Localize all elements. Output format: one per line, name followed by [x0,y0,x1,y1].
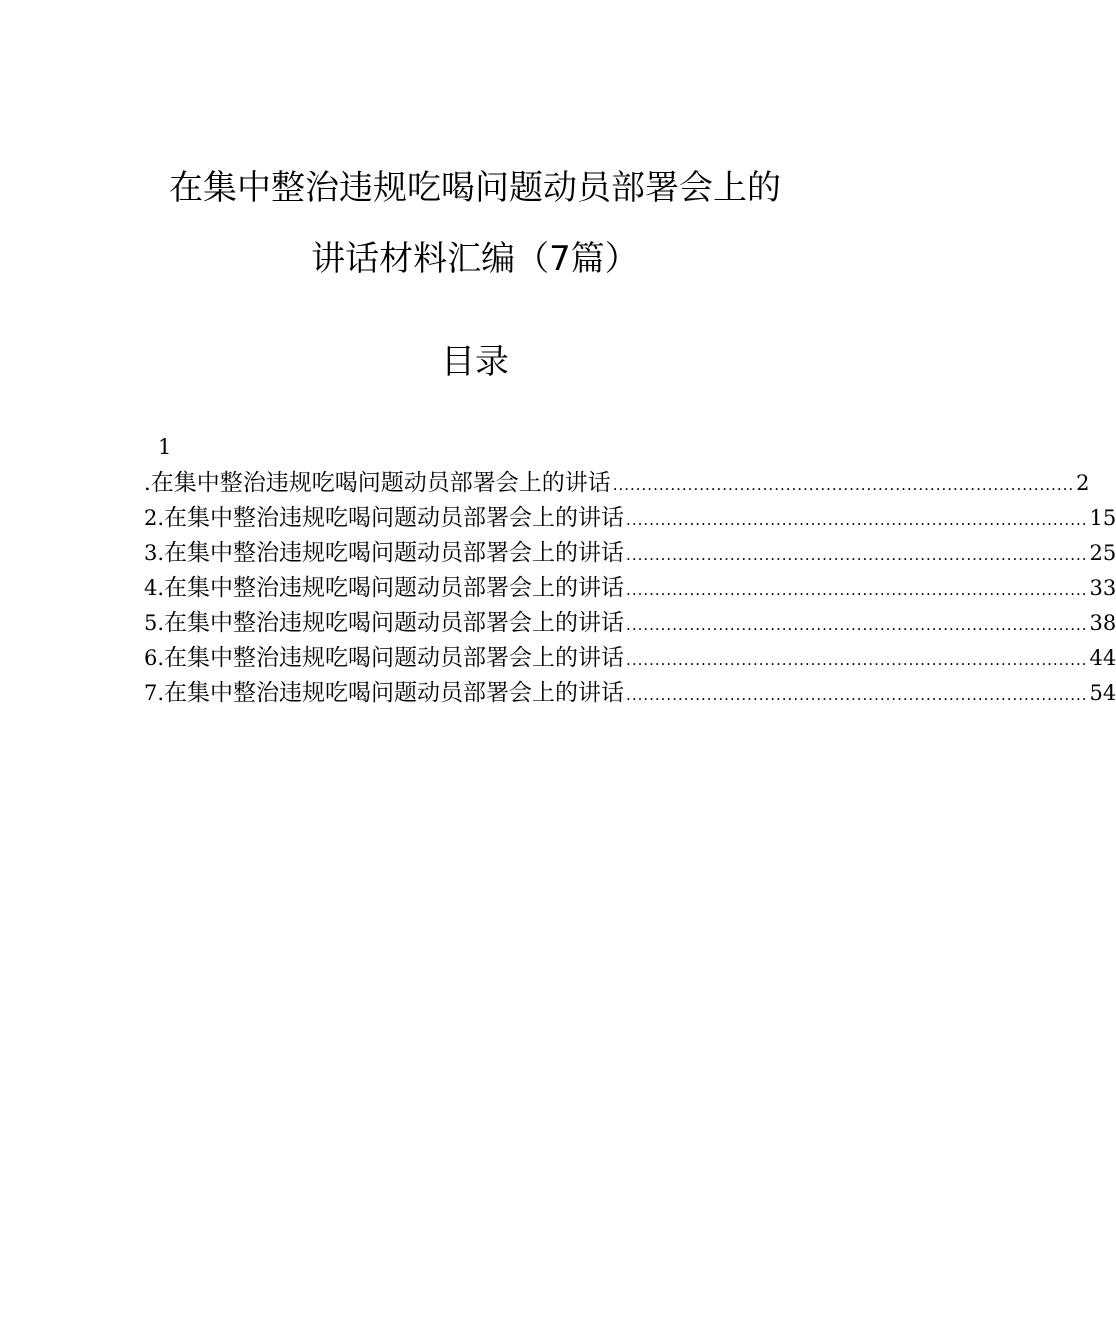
document-title-line-2: 讲话材料汇编（7篇） [311,239,639,279]
toc-entry-title: 在集中整治违规吃喝问题动员部署会上的讲话 [164,680,625,706]
toc-entry[interactable] [144,466,1090,501]
toc-entry[interactable] [144,676,1116,711]
toc-entry-page: 15 [1089,506,1116,530]
toc-entry[interactable] [144,606,1116,641]
toc-entry-number: 4. [144,576,165,600]
toc-dot-leader: ................................................................................ [626,511,1088,529]
toc-first-entry-number: 1 [158,435,172,459]
toc-entry-page: 38 [1089,611,1116,635]
toc-entry-title: 在集中整治违规吃喝问题动员部署会上的讲话 [164,505,625,531]
toc-entry[interactable] [144,641,1116,676]
toc-entry-title: 在集中整治违规吃喝问题动员部署会上的讲话 [164,540,625,566]
toc-entry[interactable] [144,571,1116,606]
toc-entry-page: 33 [1089,576,1116,600]
toc-entry-number: 7. [144,681,165,705]
toc-entry-title: 在集中整治违规吃喝问题动员部署会上的讲话 [164,575,625,601]
toc-dot-leader: ................................................................................ [626,616,1088,634]
toc-entry-page: 2 [1076,471,1090,495]
toc-list [144,466,1116,711]
toc-entry-title: 在集中整治违规吃喝问题动员部署会上的讲话 [150,470,611,496]
toc-entry-page: 25 [1089,541,1116,565]
toc-dot-leader: ................................................................................ [626,546,1088,564]
toc-dot-leader: ................................................................................ [626,651,1088,669]
toc-entry-number: 2. [144,506,165,530]
toc-entry[interactable] [144,501,1116,536]
toc-dot-leader: ................................................................................ [626,581,1088,599]
document-title-line-1: 在集中整治违规吃喝问题动员部署会上的 [169,168,781,208]
toc-entry-page: 44 [1089,646,1116,670]
toc-entry-page: 54 [1089,681,1116,705]
toc-entry-number: . [144,471,151,495]
toc-heading: 目录 [441,342,509,382]
toc-dot-leader: ................................................................................ [612,476,1075,494]
toc-entry[interactable] [144,536,1116,571]
toc-dot-leader: ................................................................................ [626,686,1088,704]
toc-entry-title: 在集中整治违规吃喝问题动员部署会上的讲话 [164,645,625,671]
toc-entry-number: 6. [144,646,165,670]
toc-entry-number: 3. [144,541,165,565]
toc-entry-number: 5. [144,611,165,635]
toc-entry-title: 在集中整治违规吃喝问题动员部署会上的讲话 [164,610,625,636]
